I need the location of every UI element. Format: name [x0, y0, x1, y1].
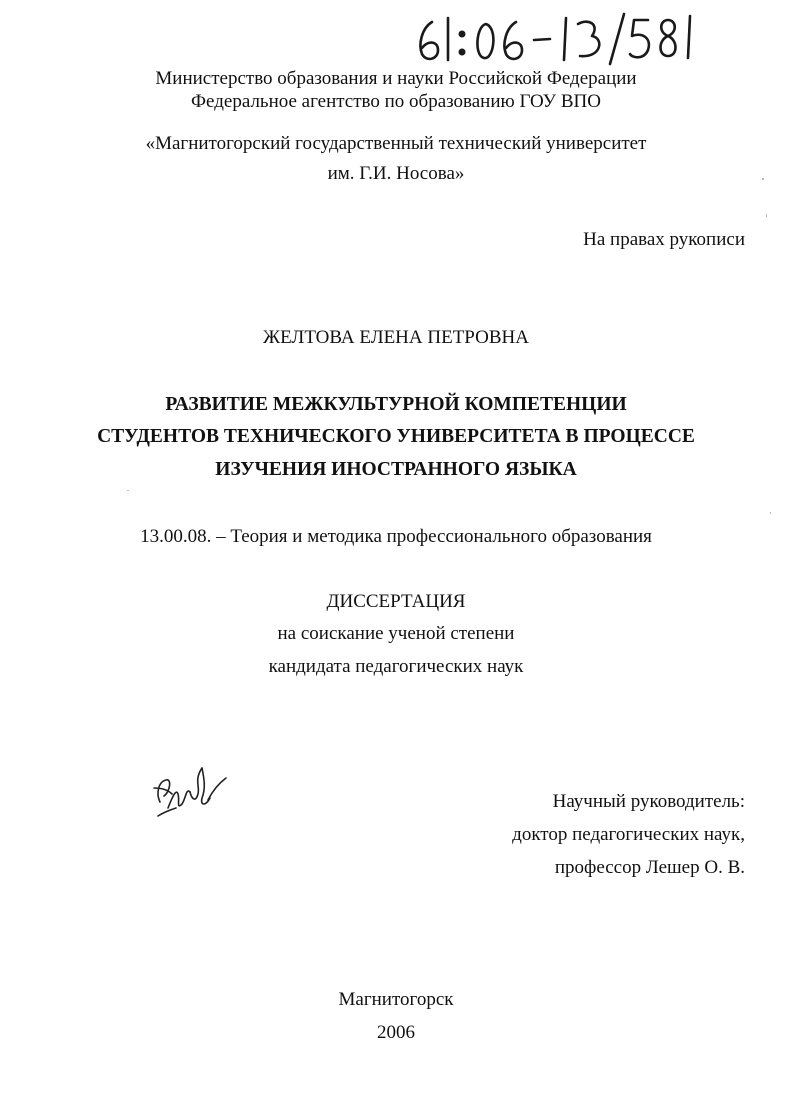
university-name-line2: им. Г.И. Носова»	[327, 163, 465, 184]
dissertation-label: ДИССЕРТАЦИЯ	[326, 591, 466, 612]
scan-speck	[127, 490, 129, 491]
degree-line-1: на соискание ученой степени	[277, 623, 515, 644]
scan-speck	[770, 512, 771, 514]
archive-code-handwriting	[410, 8, 700, 66]
specialty-code: 13.00.08. – Теория и методика профессионального образования	[140, 526, 652, 547]
degree-line-2: кандидата педагогических наук	[268, 656, 524, 677]
title-line-2: СТУДЕНТОВ ТЕХНИЧЕСКОГО УНИВЕРСИТЕТА В ПРОЦЕССЕ	[97, 426, 695, 447]
scan-speck	[762, 178, 764, 180]
agency-name: Федеральное агентство по образованию ГОУ ВПО	[191, 91, 601, 112]
supervisor-degree: доктор педагогических наук,	[512, 824, 745, 845]
city: Магнитогорск	[338, 989, 454, 1010]
manuscript-note: На правах рукописи	[583, 229, 745, 250]
year: 2006	[377, 1022, 415, 1043]
scan-speck	[766, 214, 767, 217]
supervisor-name: профессор Лешер О. В.	[554, 857, 745, 878]
title-line-1: РАЗВИТИЕ МЕЖКУЛЬТУРНОЙ КОМПЕТЕНЦИИ	[165, 394, 627, 415]
title-line-3: ИЗУЧЕНИЯ ИНОСТРАННОГО ЯЗЫКА	[215, 459, 577, 480]
author-name: ЖЕЛТОВА ЕЛЕНА ПЕТРОВНА	[263, 327, 529, 348]
university-name-line1: «Магнитогорский государственный технический университет	[145, 133, 647, 154]
signature-mark	[150, 758, 230, 824]
supervisor-label: Научный руководитель:	[552, 791, 745, 812]
ministry-name: Министерство образования и науки Российской Федерации	[155, 68, 637, 89]
